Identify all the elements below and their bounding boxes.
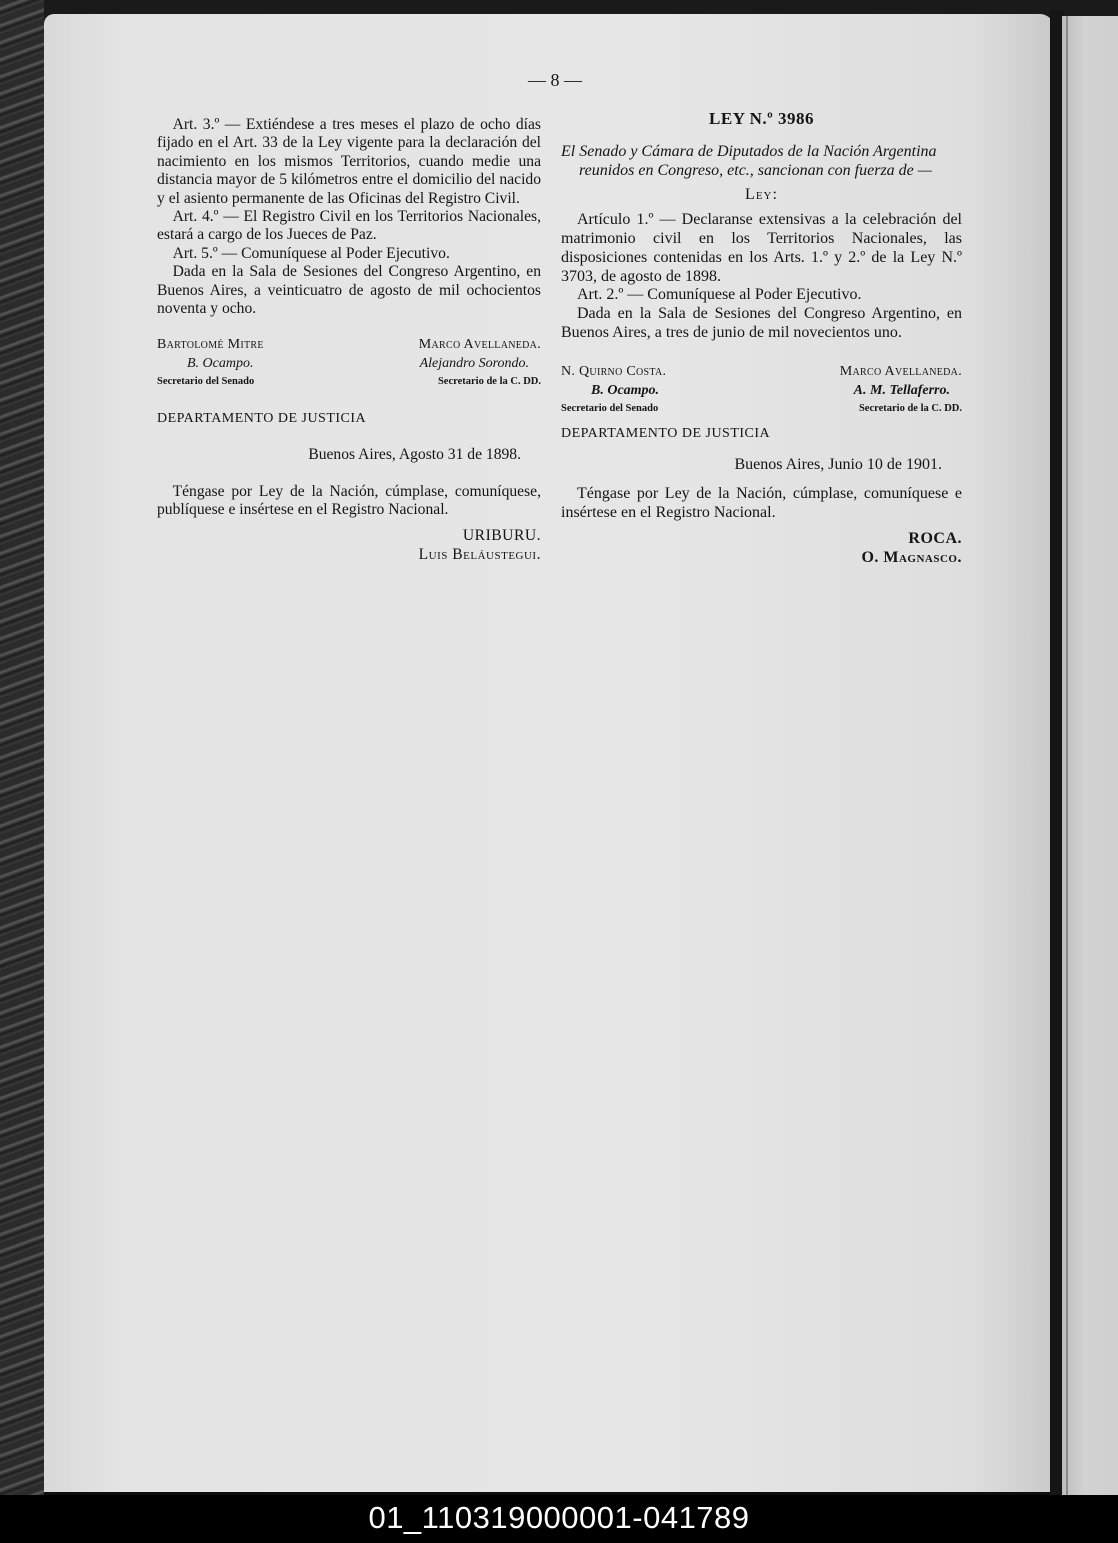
enactment-paragraph: Dada en la Sala de Sesiones del Congreso Argentino, en Buenos Aires, a tres de junio de mil novecientos uno.: [561, 305, 962, 341]
article-paragraph: Art. 2.º — Comuníquese al Poder Ejecutivo.: [577, 286, 862, 304]
secretary-role: Secretario de la C. DD.: [858, 403, 962, 415]
signature-chamber: [840, 363, 962, 419]
preamble: El Senado y Cámara de Diputados de la Nación Argentina reunidos en Congreso, etc., sancionan con fuerza de —: [561, 142, 937, 179]
article-paragraph: Art. 4.º — El Registro Civil en los Territorios Nacionales, estará a cargo de los Jueces de Paz.: [157, 208, 541, 244]
next-page-edge: [1062, 16, 1118, 1495]
department-heading: DEPARTAMENTO DE JUSTICIA: [157, 410, 367, 426]
secretary-name: A. M. Tellaferro.: [853, 382, 950, 398]
signature-block: [561, 363, 962, 419]
executive-signer: URIBURU.: [462, 527, 541, 545]
date-line: Buenos Aires, Junio 10 de 1901.: [734, 455, 942, 473]
law-title: LEY N.º 3986: [709, 109, 814, 128]
page-number: — 8 —: [528, 70, 582, 90]
article-paragraph: Art. 3.º — Extiéndese a tres meses el plazo de ocho días fijado en el Art. 33 de la Ley vigente para la declaración del nacimiento en los mismos Territorios, cuando medie una distancia mayor de 5 kilómetros entre el domicilio del nacido y el asiento permanente de las Oficinas del Registro Civil.: [157, 116, 541, 207]
left-column: [157, 116, 541, 564]
department-heading: DEPARTAMENTO DE JUSTICIA: [561, 426, 771, 442]
minister-signer: O. Magnasco.: [861, 549, 962, 567]
signature-senate: [157, 336, 264, 391]
ley-heading: Ley:: [745, 186, 778, 204]
signature-block: [157, 336, 541, 391]
enactment-paragraph: Dada en la Sala de Sesiones del Congreso Argentino, en Buenos Aires, a veinticuatro de agosto de mil ochocientos noventa y ocho.: [157, 263, 541, 318]
promulgation-text: Téngase por Ley de la Nación, cúmplase, comuníquese e insértese en el Registro Nacional.: [561, 484, 962, 521]
date-line: Buenos Aires, Agosto 31 de 1898.: [308, 446, 521, 464]
secretary-role: Secretario del Senado: [157, 376, 255, 388]
secretary-name: B. Ocampo.: [591, 382, 660, 398]
signatory-name: Marco Avellaneda.: [418, 337, 541, 353]
signatory-name: N. Quirno Costa.: [561, 363, 667, 379]
article-paragraph: Art. 5.º — Comuníquese al Poder Ejecutivo.: [172, 244, 450, 262]
right-column: [561, 110, 962, 568]
promulgation-text: Téngase por Ley de la Nación, cúmplase, comuníquese, publíquese e insértese en el Registro Nacional.: [157, 482, 541, 518]
signature-chamber: [419, 336, 541, 391]
minister-signer: Luis Beláustegui.: [418, 545, 541, 563]
secretary-name: B. Ocampo.: [187, 355, 254, 371]
secretary-role: Secretario del Senado: [561, 403, 659, 415]
signature-senate: [561, 363, 666, 419]
book-binding-edge: [0, 0, 44, 1495]
article-paragraph: Artículo 1.º — Declaranse extensivas a la celebración del matrimonio civil en los Territorios Nacionales, las disposiciones contenidas en los Arts. 1.º y 2.º de la Ley N.º 3703, de agosto de 1898.: [561, 211, 962, 285]
signatory-name: Marco Avellaneda.: [839, 363, 962, 379]
signatory-name: Bartolomé Mitre: [157, 337, 264, 353]
executive-signer: ROCA.: [908, 530, 962, 548]
secretary-role: Secretario de la C. DD.: [437, 376, 541, 388]
secretary-name: Alejandro Sorondo.: [419, 355, 529, 371]
scan-id-label: 01_110319000001-041789: [368, 1500, 750, 1535]
